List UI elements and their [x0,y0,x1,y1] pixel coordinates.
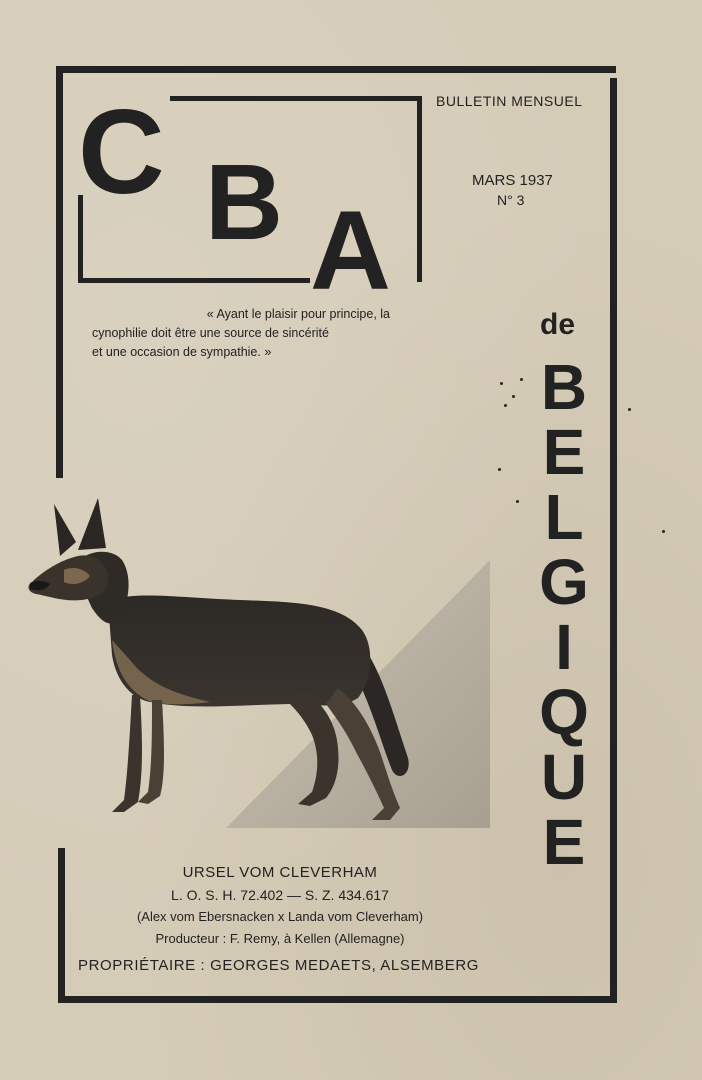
ink-speck [662,530,665,533]
country-prefix: de [540,308,576,341]
motto-line: et une occasion de sympathie. » [92,345,272,359]
ink-speck [512,395,515,398]
frame-top-rule [56,66,616,73]
ink-speck [520,378,523,381]
country-letter: L [544,481,584,553]
masthead-letter-a: A [310,188,391,313]
country-letter: B [540,351,588,423]
motto-line: cynophilie doit être une source de sincérité [92,326,329,340]
issue-date: MARS 1937 [472,172,553,189]
masthead-box-bottom [78,278,310,283]
frame-bottom-rule [58,996,617,1003]
registry-numbers: L. O. S. H. 72.402 — S. Z. 434.617 [171,887,389,903]
country-letter: E [542,416,586,488]
masthead-letter-b: B [205,141,283,262]
photo-caption [70,862,490,950]
masthead-box-top [170,96,422,101]
frame-left-rule-upper [56,66,63,478]
ink-speck [516,500,519,503]
motto-quote [90,305,390,362]
dog-parents: (Alex vom Ebersnacken x Landa vom Cleverham) [136,909,424,924]
dog-ear-left [54,504,76,556]
ink-speck [500,382,503,385]
dog-name: URSEL VOM CLEVERHAM [182,864,378,881]
bulletin-label: BULLETIN MENSUEL [436,93,583,109]
country-name-vertical [528,351,600,878]
dog-front-leg [112,695,142,812]
producer-line: Producteur : F. Remy, à Kellen (Allemagne) [155,931,405,946]
ink-speck [504,404,507,407]
country-letter: Q [539,676,589,748]
issue-number: N° 3 [497,192,525,208]
country-letter: U [540,741,588,813]
ink-speck [498,468,501,471]
masthead-letter-c: C [78,85,165,219]
dog-ear-right [78,498,106,550]
masthead-box-right [417,96,422,282]
country-letter: E [542,806,586,878]
frame-left-rule-lower [58,848,65,1003]
ink-speck [628,408,631,411]
frame-right-rule [610,78,617,1003]
dog-photograph [20,490,500,830]
motto-line: « Ayant le plaisir pour principe, la [206,307,390,321]
country-letter: I [555,611,573,683]
country-letter: G [539,546,589,618]
owner-line: PROPRIÉTAIRE : GEORGES MEDAETS, ALSEMBERG [78,957,480,974]
